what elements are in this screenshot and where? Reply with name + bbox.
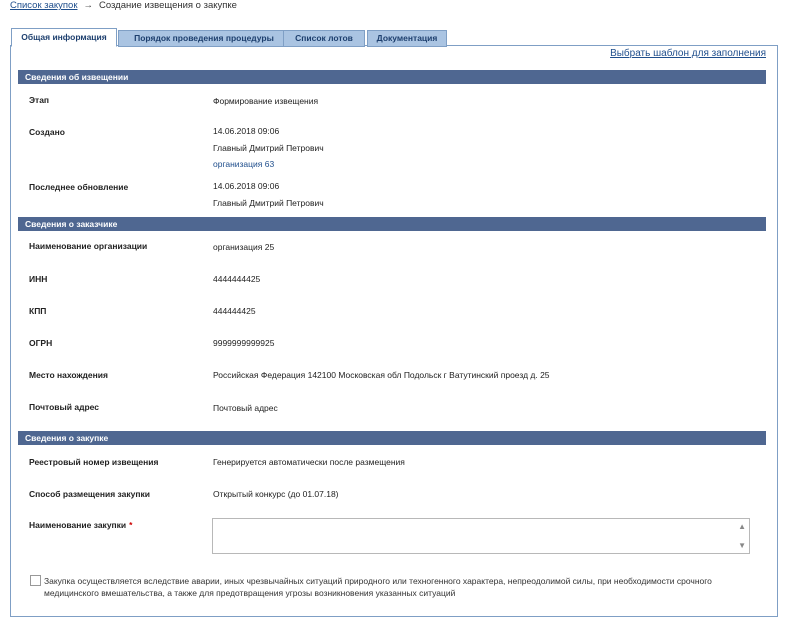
section-header-purchase: Сведения о закупке [18,431,766,445]
purchase-name-label [29,520,132,530]
breadcrumb-link-purchases[interactable]: Список закупок [10,0,78,11]
created-user: Главный Дмитрий Петрович [213,143,324,153]
updated-label: Последнее обновление [29,182,129,192]
section-header-customer: Сведения о заказчике [18,217,766,231]
breadcrumb [10,0,237,11]
location-label: Место нахождения [29,370,108,380]
updated-date: 14.06.2018 09:06 [213,181,280,191]
breadcrumb-current: Создание извещения о закупке [98,0,237,11]
ogrn-value: 9999999999925 [213,338,275,348]
org-name-value: организация 25 [213,242,275,252]
org-name-label: Наименование организации [29,241,148,251]
inn-label: ИНН [29,274,48,284]
postal-address-label: Почтовый адрес [29,402,99,412]
created-date: 14.06.2018 09:06 [213,126,280,136]
inn-value: 4444444425 [213,274,261,284]
placement-method-value: Открытый конкурс (до 01.07.18) [213,489,339,499]
purchase-name-label-text: Наименование закупки [29,520,127,530]
created-org-link[interactable]: организация 63 [213,159,275,169]
kpp-label: КПП [29,306,47,316]
postal-address-value: Почтовый адрес [213,403,278,413]
kpp-value: 444444425 [213,306,256,316]
scroll-up-icon[interactable]: ▲ [738,522,746,531]
tab-general-info[interactable]: Общая информация [11,28,117,47]
stage-value: Формирование извещения [213,96,319,106]
stage-label: Этап [29,95,50,105]
tab-lots[interactable]: Список лотов [283,30,365,47]
emergency-checkbox-label: Закупка осуществляется вследствие аварии, иных чрезвычайных ситуаций природного или техногенного характера, непреодолимой силы, при необходимости срочного медицинского вмешательства, а также для предотвращения угрозы возникновения указанных ситуаций [44,576,712,598]
section-header-notice: Сведения об извещении [18,70,766,84]
ogrn-label: ОГРН [29,338,53,348]
tab-procedure[interactable]: Порядок проведения процедуры [118,30,290,47]
placement-method-label: Способ размещения закупки [29,489,150,499]
breadcrumb-arrow-icon: → [83,0,93,11]
scroll-down-icon[interactable]: ▼ [738,541,746,550]
required-mark: * [129,520,133,530]
emergency-checkbox[interactable] [30,575,41,586]
location-value: Российская Федерация 142100 Московская обл Подольск г Ватутинский проезд д. 25 [213,370,550,380]
created-label: Создано [29,127,65,137]
updated-user: Главный Дмитрий Петрович [213,198,324,208]
tab-documentation[interactable]: Документация [367,30,447,47]
reg-number-label: Реестровый номер извещения [29,457,159,467]
choose-template-link[interactable]: Выбрать шаблон для заполнения [610,48,766,59]
reg-number-value: Генерируется автоматически после размещения [213,457,405,467]
purchase-name-textarea[interactable] [212,518,750,554]
